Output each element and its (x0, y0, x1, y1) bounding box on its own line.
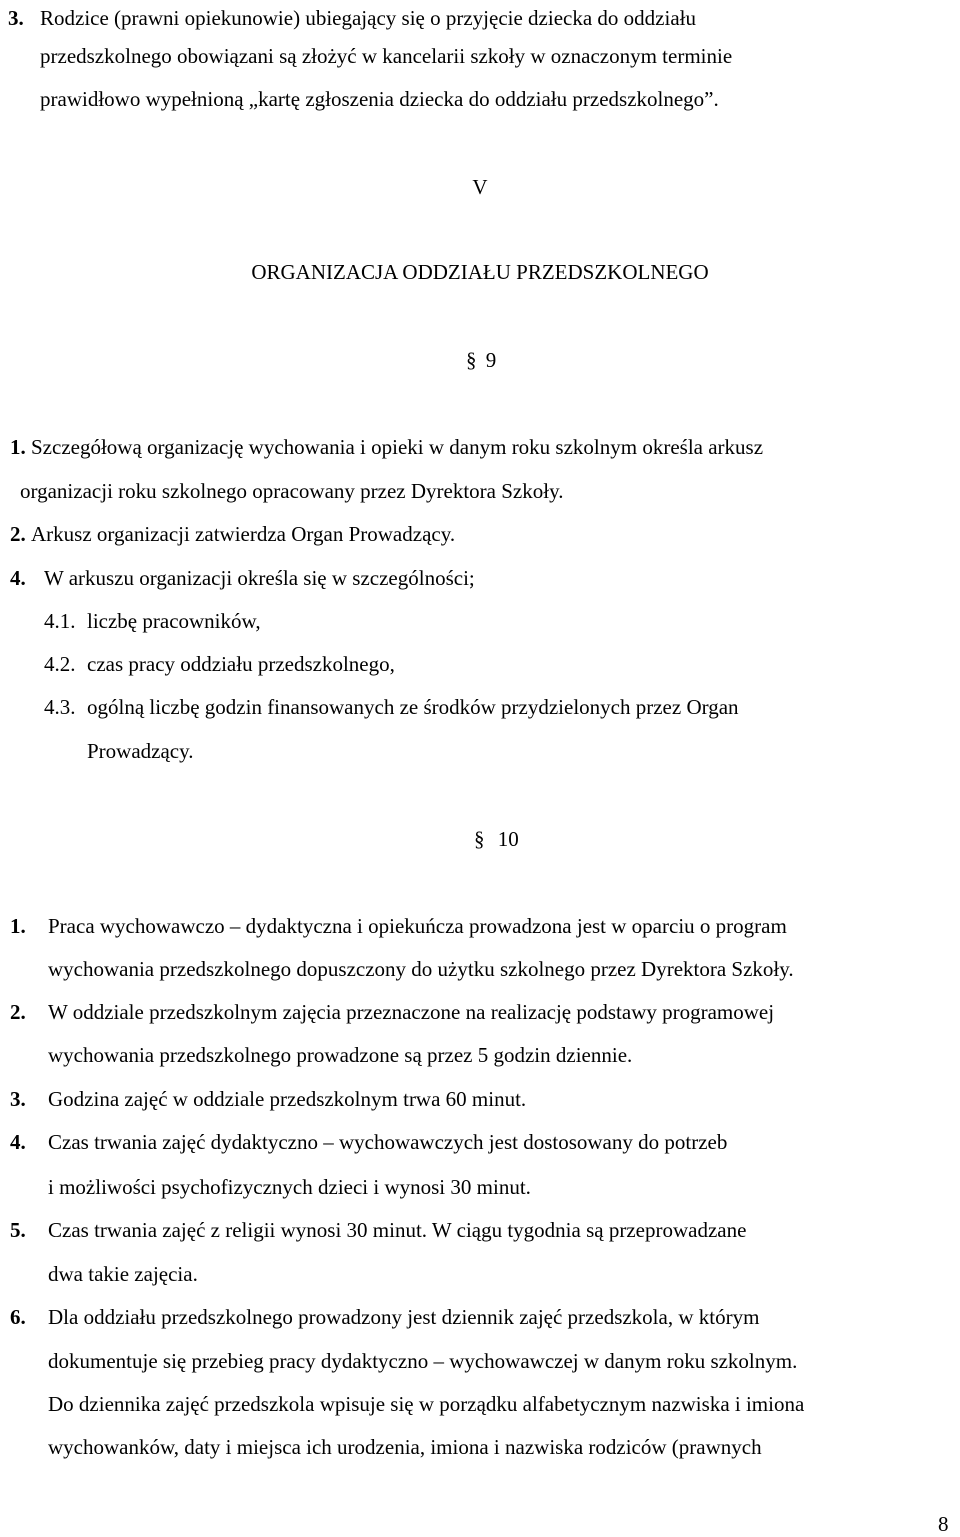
s9-subitem-4-2-text: czas pracy oddziału przedszkolnego, (87, 652, 395, 676)
s9-item-1-number: 1. (10, 435, 26, 459)
intro-item-number: 3. (8, 6, 24, 30)
s10-item-6-line-1: Dla oddziału przedszkolnego prowadzony jest dziennik zajęć przedszkola, w którym (48, 1305, 760, 1329)
section-number: 9 (485, 348, 497, 372)
s9-subitem-4-3-line-2: Prowadzący. (87, 739, 194, 763)
s10-item-5-line-2: dwa takie zajęcia. (48, 1262, 198, 1286)
s9-item-1-line-1: Szczegółową organizację wychowania i opieki w danym roku szkolnym określa arkusz (31, 435, 764, 459)
s10-item-2-line-1: W oddziale przedszkolnym zajęcia przeznaczone na realizację podstawy programowej (48, 1000, 775, 1024)
s10-item-1-number: 1. (10, 914, 26, 938)
s10-item-2-line-2: wychowania przedszkolnego prowadzone są przez 5 godzin dziennie. (48, 1043, 633, 1067)
s10-item-6-number: 6. (10, 1305, 26, 1329)
s10-item-4-line-2: i możliwości psychofizycznych dzieci i wynosi 30 minut. (48, 1175, 531, 1199)
intro-line-1: Rodzice (prawni opiekunowie) ubiegający się o przyjęcie dziecka do oddziału (40, 6, 696, 30)
page-number: 8 (938, 1512, 949, 1536)
intro-line-3: prawidłowo wypełnioną „kartę zgłoszenia dziecka do oddziału przedszkolnego”. (40, 87, 719, 111)
section-number: 10 (497, 827, 519, 851)
s10-item-2-number: 2. (10, 1000, 26, 1024)
s10-item-6-line-3: Do dziennika zajęć przedszkola wpisuje się w porządku alfabetycznym nazwiska i imiona (48, 1392, 805, 1416)
s10-item-4-line-1: Czas trwania zajęć dydaktyczno – wychowawczych jest dostosowany do potrzeb (48, 1130, 728, 1154)
s9-subitem-4-2-number: 4.2. (44, 652, 76, 676)
chapter-title: ORGANIZACJA ODDZIAŁU PRZEDSZKOLNEGO (251, 260, 709, 284)
paragraph-sign: § (466, 348, 477, 372)
s9-subitem-4-3-line-1: ogólną liczbę godzin finansowanych ze środków przydzielonych przez Organ (87, 695, 739, 719)
s10-item-3-number: 3. (10, 1087, 26, 1111)
s10-item-3-line-1: Godzina zajęć w oddziale przedszkolnym trwa 60 minut. (48, 1087, 527, 1111)
s10-item-1-line-1: Praca wychowawczo – dydaktyczna i opiekuńcza prowadzona jest w oparciu o program (48, 914, 787, 938)
section-10-heading (474, 826, 519, 852)
s9-subitem-4-1-text: liczbę pracowników, (87, 609, 261, 633)
s9-item-4-number: 4. (10, 566, 26, 590)
s9-subitem-4-1-number: 4.1. (44, 609, 76, 633)
s9-item-2-number: 2. (10, 522, 26, 546)
section-9-heading (466, 347, 496, 373)
s9-item-2-line-1: Arkusz organizacji zatwierdza Organ Prowadzący. (31, 522, 456, 546)
s10-item-5-number: 5. (10, 1218, 26, 1242)
s10-item-6-line-4: wychowanków, daty i miejsca ich urodzenia, imiona i nazwiska rodziców (prawnych (48, 1435, 762, 1459)
s10-item-6-line-2: dokumentuje się przebieg pracy dydaktyczno – wychowawczej w danym roku szkolnym. (48, 1349, 798, 1373)
paragraph-sign: § (474, 827, 485, 851)
s9-item-4-line-1: W arkuszu organizacji określa się w szczególności; (44, 566, 475, 590)
intro-line-2: przedszkolnego obowiązani są złożyć w kancelarii szkoły w oznaczonym terminie (40, 44, 733, 68)
s9-item-1-line-2: organizacji roku szkolnego opracowany przez Dyrektora Szkoły. (20, 479, 564, 503)
s10-item-4-number: 4. (10, 1130, 26, 1154)
chapter-numeral: V (472, 175, 488, 199)
s9-subitem-4-3-number: 4.3. (44, 695, 76, 719)
s10-item-5-line-1: Czas trwania zajęć z religii wynosi 30 minut. W ciągu tygodnia są przeprowadzane (48, 1218, 747, 1242)
s10-item-1-line-2: wychowania przedszkolnego dopuszczony do użytku szkolnego przez Dyrektora Szkoły. (48, 957, 794, 981)
